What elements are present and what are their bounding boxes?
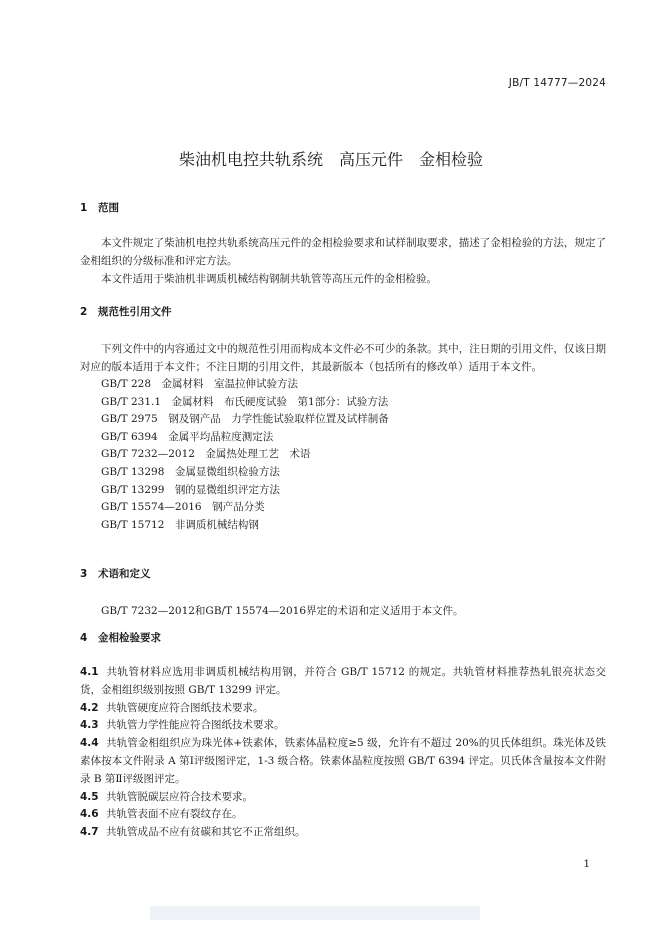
clause-number: 4.2 (80, 701, 99, 714)
reference-item: GB/T 6394 金属平均晶粒度测定法 (101, 430, 274, 443)
reference-item: GB/T 13299 钢的显微组织评定方法 (101, 483, 280, 496)
reference-item: GB/T 15574—2016 钢产品分类 (101, 501, 265, 514)
clause-item (80, 700, 606, 718)
clause-number: 4.1 (80, 666, 99, 678)
paragraph: GB/T 7232—2012和GB/T 15574—2016界定的术语和定义适用于本文件。 (101, 605, 464, 617)
reference-item: GB/T 231.1 金属材料 布氏硬度试验 第1部分：试验方法 (101, 395, 389, 408)
section-heading (80, 630, 606, 646)
reference-item: GB/T 7232—2012 金属热处理工艺 术语 (101, 448, 311, 461)
clause-text: 共轨管力学性能应符合图纸技术要求。 (106, 719, 285, 732)
section-requirements (80, 630, 606, 842)
reference-item: GB/T 15712 非调质机械结构钢 (101, 518, 259, 531)
clause-item (80, 824, 606, 842)
section-scope (80, 200, 606, 288)
clause-item (80, 664, 606, 700)
clause-text: 共轨管脱碳层应符合技术要求。 (106, 790, 253, 803)
clause-text: 共轨管成品不应有贫碳和其它不正常组织。 (106, 826, 306, 839)
clause-number: 4.7 (80, 826, 99, 839)
clause-number: 4.5 (80, 790, 99, 803)
section-normative-references (80, 304, 606, 534)
clause-text: 共轨管表面不应有裂纹存在。 (106, 808, 243, 821)
section-heading (80, 200, 606, 216)
section-terms (80, 566, 606, 620)
reference-item: GB/T 13298 金属显微组织检验方法 (101, 465, 280, 478)
clause-text: 共轨管金相组织应为珠光体+铁素体，铁素体晶粒度≥5 级，允许有不超过 20%的贝氏体组织。珠光体及铁素体按本文件附录 A 第Ⅰ评级图评定，1-3 级合格。铁素体晶粒度按照 GB/T 6394 评定。贝氏体含量按本文件附录 B 第Ⅱ评级图评定。 (80, 737, 606, 785)
standard-code: JB/T 14777—2024 (508, 77, 606, 89)
clause-number: 4.4 (80, 737, 99, 750)
clause-text: 共轨管硬度应符合图纸技术要求。 (106, 701, 264, 714)
clause-item (80, 789, 606, 807)
clause-item (80, 717, 606, 735)
paragraph: 下列文件中的内容通过文中的规范性引用而构成本文件必不可少的条款。其中，注日期的引用文件，仅该日期对应的版本适用于本文件；不注日期的引用文件，其最新版本（包括所有的修改单）适用于本文件。 (80, 343, 606, 373)
reference-item: GB/T 2975 钢及钢产品 力学性能试验取样位置及试样制备 (101, 413, 389, 426)
reference-item: GB/T 228 金属材料 室温拉伸试验方法 (101, 378, 299, 390)
section-title: 规范性引用文件 (98, 306, 172, 318)
section-number: 3 (80, 568, 88, 580)
section-number: 4 (80, 632, 88, 644)
section-number: 2 (80, 306, 88, 318)
footer-watermark-strip (150, 906, 480, 920)
section-title: 金相检验要求 (98, 632, 161, 644)
clause-text: 共轨管材料应选用非调质机械结构用钢，并符合 GB/T 15712 的规定。共轨管材料推荐热轧银亮状态交货，金相组织级别按照 GB/T 13299 评定。 (80, 666, 606, 696)
section-heading (80, 304, 606, 320)
clause-item (80, 806, 606, 824)
section-number: 1 (80, 202, 88, 214)
section-heading (80, 566, 606, 582)
paragraph: 本文件适用于柴油机非调质机械结构钢制共轨管等高压元件的金相检验。 (101, 273, 437, 285)
clause-item (80, 735, 606, 788)
section-title: 术语和定义 (98, 568, 151, 580)
section-title: 范围 (98, 202, 119, 214)
clause-number: 4.3 (80, 719, 99, 732)
paragraph: 本文件规定了柴油机电控共轨系统高压元件的金相检验要求和试样制取要求，描述了金相检验的方法，规定了金相组织的分级标准和评定方法。 (80, 237, 606, 267)
document-title: 柴油机电控共轨系统 高压元件 金相检验 (178, 150, 483, 169)
page-number: 1 (583, 858, 590, 870)
clause-number: 4.6 (80, 808, 99, 821)
